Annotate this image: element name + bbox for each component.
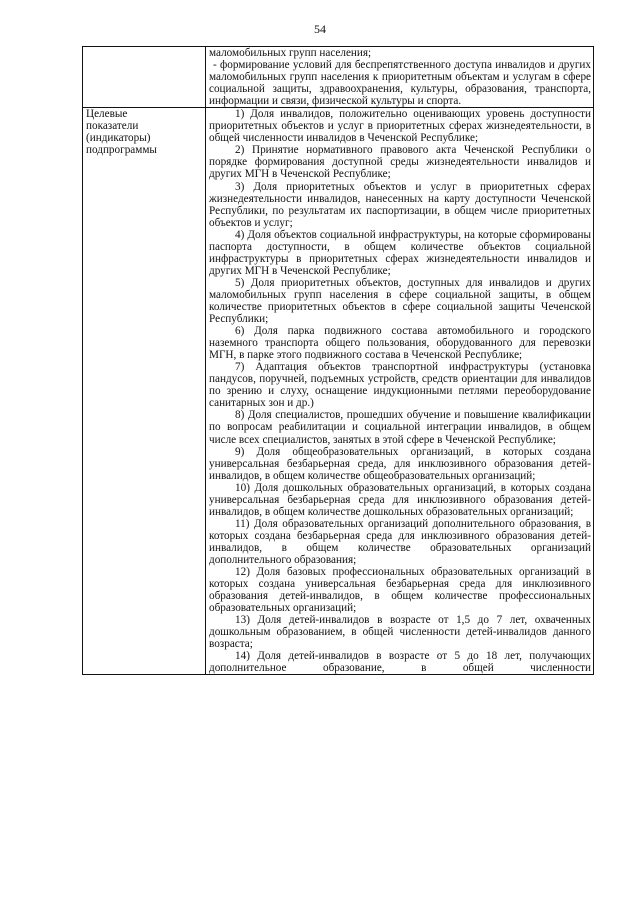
indicator-item: 3) Доля приоритетных объектов и услуг в приоритетных сферах жизнедеятельности инвалидов, нанесенных на карту доступности Чеченской Республики, по результатам их паспортизации, в общем числе приоритетных объектов и услуг; [209,180,591,229]
indicator-item: 2) Принятие нормативного правового акта Чеченской Республики о порядке формирования доступной среды жизнедеятельности инвалидов и других МГН в Чеченской Республике; [209,144,591,181]
objectives-continuation-text: маломобильных групп населения; [209,47,372,59]
indicators-label-line: подпрограммы [86,144,157,157]
indicator-item: 11) Доля образовательных организаций дополнительного образования, в которых создана безбарьерная среда для инклюзивного образования детей-инвалидов, в общем количестве образовательных организаций дополнительного образования; [209,517,591,566]
row-label-empty [83,47,206,108]
objectives-list-item: - формирование условий для беспрепятственного доступа инвалидов и других маломобильных групп населения к приоритетным объектам и услугам в сфере социальной защиты, здравоохранения, культуры, образования, транспорта, информации и связи, физической культуры и спорта. [209,59,591,108]
indicator-item: 10) Доля дошкольных образовательных организаций, в которых создана универсальная безбарьерная среда для инклюзивного образования детей-инвалидов, в общем количестве дошкольных образовательных организаций; [209,481,591,518]
page-number: 54 [314,22,326,36]
table-row-continuation [83,47,594,108]
indicator-item: 1) Доля инвалидов, положительно оценивающих уровень доступности приоритетных объектов и услуг в приоритетных сферах жизнедеятельности, в общей численности инвалидов в Чеченской Республике; [209,108,591,145]
indicator-item: 7) Адаптация объектов транспортной инфраструктуры (установка пандусов, поручней, подъемных устройств, средств ориентации для инвалидов по зрению и слуху, оснащение индукционными петлями переоборудование санитарных зон и др.) [209,361,591,410]
indicators-label-line: показатели [86,120,139,133]
objectives-continuation-cell [206,47,594,108]
indicator-item: 5) Доля приоритетных объектов, доступных для инвалидов и других маломобильных групп населения в сфере социальной защиты, в общем количестве приоритетных объектов в сфере социальной защиты Чеченской Республики; [209,276,591,326]
indicator-item: 9) Доля общеобразовательных организаций, в которых создана универсальная безбарьерная среда, для инклюзивного образования детей-инвалидов, в общем количестве общеобразовательных организаций; [209,445,591,482]
indicator-item: 13) Доля детей-инвалидов в возрасте от 1,5 до 7 лет, охваченных дошкольным образованием, в общей численности детей-инвалидов данного возраста; [209,614,591,651]
indicator-item: 12) Доля базовых профессиональных образовательных организаций в которых создана универсальная безбарьерная среда для инклюзивного образования детей-инвалидов, в общем количестве профессиональных образовательных организаций; [209,566,591,615]
indicators-label-cell [83,108,206,675]
indicator-item: 8) Доля специалистов, прошедших обучение и повышение квалификации по вопросам реабилитации и социальной интеграции инвалидов, в общем числе всех специалистов, занятых в этой сфере в Чеченской Республике; [209,409,591,446]
indicators-label-line: Целевые [86,108,128,121]
indicator-item: 4) Доля объектов социальной инфраструктуры, на которые сформированы паспорта доступности, в общем количестве объектов социальной инфраструктуры в приоритетных сферах жизнедеятельности инвалидов и других МГН в Чеченской Республике; [209,228,591,277]
indicator-item: 6) Доля парка подвижного состава автомобильного и городского наземного транспорта общего пользования, оборудованного для перевозки МГН, в парке этого подвижного состава в Чеченской Республике; [209,325,591,362]
table-row-indicators [83,108,594,675]
indicator-item: 14) Доля детей-инвалидов в возрасте от 5 до 18 лет, получающих дополнительное образование, в общей численности [209,650,591,675]
program-passport-table [82,46,594,675]
indicators-list-cell [206,108,594,675]
indicators-label-line: (индикаторы) [86,132,151,145]
